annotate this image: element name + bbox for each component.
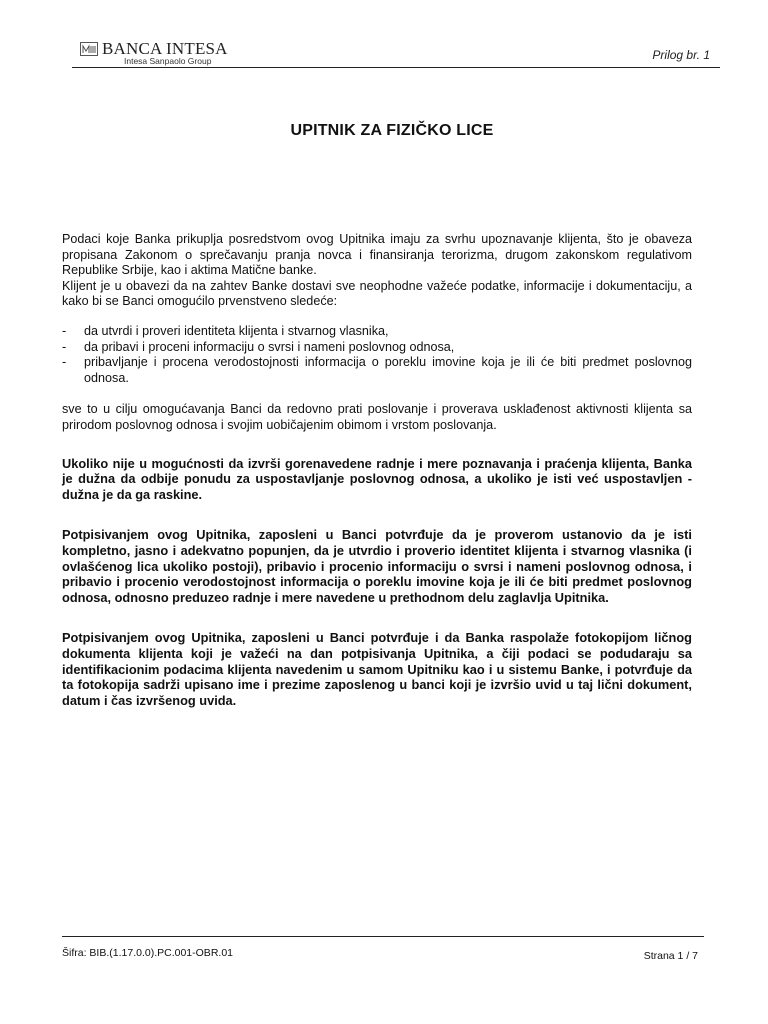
list-item-text: da pribavi i proceni informaciju o svrsi i nameni poslovnog odnosa, <box>84 339 455 354</box>
purpose-paragraph: sve to u cilju omogućavanja Banci da redovno prati poslovanje i proverava usklađenost aktivnosti klijenta sa prirodom poslovnog odnosa i svojim uobičajenim obimom i vrstom poslovanja. <box>62 402 692 432</box>
intro-paragraph: Klijent je u obavezi da na zahtev Banke dostavi sve neophodne važeće podatke, informacije i dokumentaciju, a kako bi se Banci omogućilo prvenstveno sledeće: <box>62 278 692 309</box>
bank-logo <box>80 40 228 66</box>
document-body <box>62 232 692 709</box>
list-dash: - <box>62 323 67 338</box>
header-divider <box>72 67 720 68</box>
list-item-text: pribavljanje i procena verodostojnosti informacija o poreklu imovine koja je ili će biti predmet poslovnog odnosa. <box>84 355 692 385</box>
list-item-text: da utvrdi i proveri identiteta klijenta i stvarnog vlasnika, <box>84 323 389 338</box>
list-dash: - <box>62 339 67 354</box>
list-item <box>62 340 692 356</box>
page-title: UPITNIK ZA FIZIČKO LICE <box>290 122 494 139</box>
footer-divider <box>62 936 704 937</box>
page-header <box>72 36 720 72</box>
bank-logo-icon <box>80 42 98 56</box>
logo-name: BANCA INTESA <box>102 39 228 58</box>
list-item <box>62 324 692 340</box>
list-dash: - <box>62 355 67 370</box>
page-number: Strana 1 / 7 <box>643 950 698 962</box>
document-copy-paragraph: Potpisivanjem ovog Upitnika, zaposleni u Banci potvrđuje i da Banka raspolaže fotokopijom ličnog dokumenta klijenta koji je važeći na dan potpisivanja Upitnika, a čiji podaci se podudaraju sa identifikacionim podacima klijenta navedenim u samom Upitniku kao i u sistemu Banke, i potvrđuje da ta fotokopija sadrži upisano ime i prezime zaposlenog u banci koji je izvršio uvid u taj lični dokument, datum i čas izvršenog uvida. <box>62 629 692 709</box>
document-code: Šifra: BIB.(1.17.0.0).PC.001-OBR.01 <box>62 947 233 959</box>
obligation-paragraph: Ukoliko nije u mogućnosti da izvrši gorenavedene radnje i mere poznavanja i praćenja klijenta, Banka je dužna da odbije ponudu za uspostavljanje poslovnog odnosa, a ukoliko je isti već uspostavljen - dužna je da ga raskine. <box>62 455 692 503</box>
intro-paragraph: Podaci koje Banka prikuplja posredstvom ovog Upitnika imaju za svrhu upoznavanje klijenta, što je obaveza propisana Zakonom o sprečavanju pranja novca i finansiranja terorizma, drugom zakonskom regulativom Republike Srbije, kao i aktima Matične banke. <box>62 232 692 278</box>
logo-subtitle: Intesa Sanpaolo Group <box>124 56 212 66</box>
employee-confirmation-paragraph: Potpisivanjem ovog Upitnika, zaposleni u Banci potvrđuje da je proverom ustanovio da je isti kompletno, jasno i adekvatno popunjen, da je utvrdio i proverio identitet klijenta i stvarnog vlasnika (i ovlašćenog lica ukoliko postoji), pribavio i procenio informaciju o svrsi i nameni poslovnog odnosa, i pribavio i procenio verodostojnost informacija o poreklu imovine koja je ili će biti predmet poslovnog odnosa, odnosno preduzeo radnje i mere navedene u prethodnom delu zaglavlja Upitnika. <box>62 526 692 606</box>
list-item <box>62 355 692 386</box>
requirements-list <box>62 324 692 386</box>
attachment-label: Prilog br. 1 <box>652 48 710 62</box>
